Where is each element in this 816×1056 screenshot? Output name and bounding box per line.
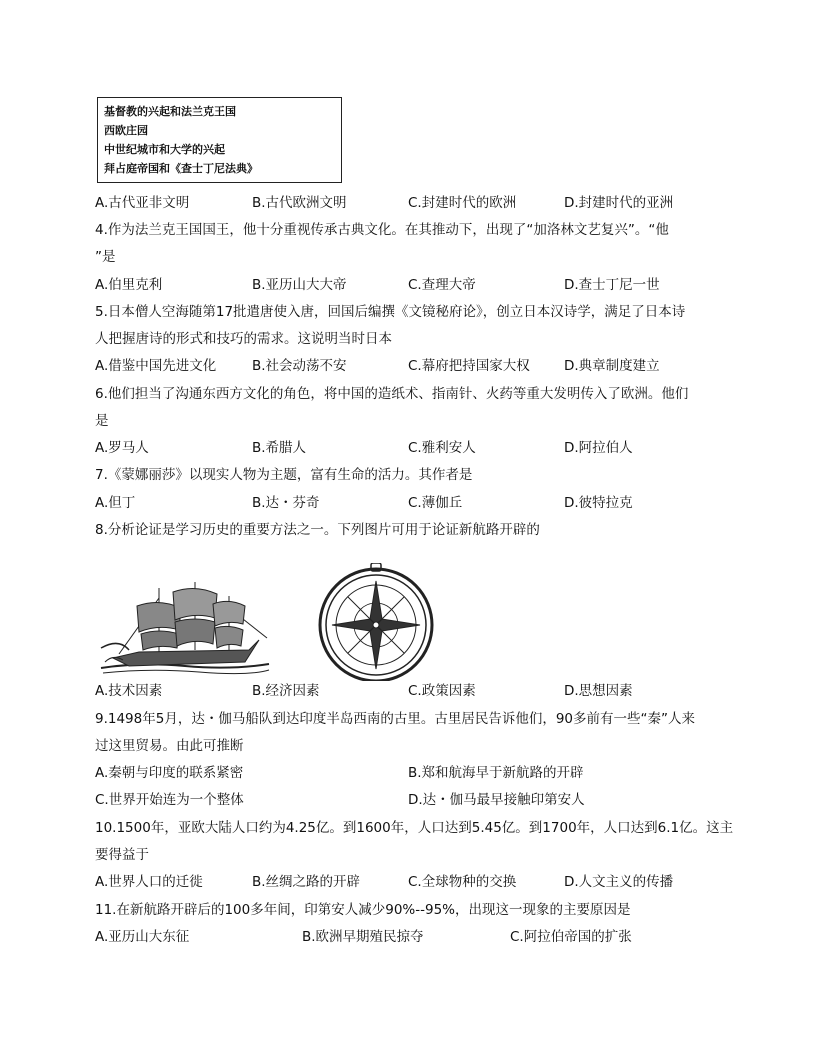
q9-option-a: A.秦朝与印度的联系紧密 bbox=[95, 765, 244, 781]
q9-option-c: C.世界开始连为一个整体 bbox=[95, 792, 244, 808]
q3-option-a: A.古代亚非文明 bbox=[95, 195, 190, 211]
material-line: 拜占庭帝国和《查士丁尼法典》 bbox=[104, 162, 258, 175]
q6-stem-line2: 是 bbox=[95, 413, 109, 429]
q6-option-b: B.希腊人 bbox=[252, 440, 307, 456]
q10-option-c: C.全球物种的交换 bbox=[408, 874, 517, 890]
q4-option-a: A.伯里克利 bbox=[95, 277, 163, 293]
q8-option-b: B.经济因素 bbox=[252, 683, 320, 699]
q7-option-c: C.薄伽丘 bbox=[408, 495, 463, 511]
q11-option-a: A.亚历山大东征 bbox=[95, 929, 190, 945]
material-line: 基督教的兴起和法兰克王国 bbox=[104, 105, 236, 118]
q6-option-a: A.罗马人 bbox=[95, 440, 149, 456]
q10-option-a: A.世界人口的迁徙 bbox=[95, 874, 203, 890]
q10-option-d: D.人文主义的传播 bbox=[564, 874, 674, 890]
material-box bbox=[97, 97, 342, 183]
q5-option-d: D.典章制度建立 bbox=[564, 358, 660, 374]
q9-stem-line2: 过这里贸易。由此可推断 bbox=[95, 738, 244, 754]
q11-option-b: B.欧洲早期殖民掠夺 bbox=[302, 929, 424, 945]
q8-stem-line1: 8.分析论证是学习历史的重要方法之一。下列图片可用于论证新航路开辟的 bbox=[95, 522, 540, 538]
q10-option-b: B.丝绸之路的开辟 bbox=[252, 874, 361, 890]
q3-option-d: D.封建时代的亚洲 bbox=[564, 195, 674, 211]
compass-illustration bbox=[308, 563, 444, 681]
q8-option-a: A.技术因素 bbox=[95, 683, 163, 699]
q4-option-b: B.亚历山大大帝 bbox=[252, 277, 347, 293]
q5-stem-line2: 人把握唐诗的形式和技巧的需求。这说明当时日本 bbox=[95, 331, 392, 347]
q6-stem-line1: 6.他们担当了沟通东西方文化的角色，将中国的造纸术、指南针、火药等重大发明传入了欧洲。他们 bbox=[95, 386, 689, 402]
q7-option-d: D.彼特拉克 bbox=[564, 495, 633, 511]
q6-option-d: D.阿拉伯人 bbox=[564, 440, 633, 456]
q9-stem-line1: 9.1498年5月，达・伽马船队到达印度半岛西南的古里。古里居民告诉他们，90多前有一些“秦”人来 bbox=[95, 711, 695, 727]
q5-stem-line1: 5.日本僧人空海随第17批遣唐使入唐，回国后编撰《文镜秘府论》，创立日本汉诗学，满足了日本诗 bbox=[95, 304, 686, 320]
q8-option-c: C.政策因素 bbox=[408, 683, 476, 699]
q5-option-c: C.幕府把持国家大权 bbox=[408, 358, 530, 374]
q10-stem-line2: 要得益于 bbox=[95, 847, 149, 863]
q5-option-a: A.借鉴中国先进文化 bbox=[95, 358, 217, 374]
q4-stem-line1: 4.作为法兰克王国国王，他十分重视传承古典文化。在其推动下，出现了“加洛林文艺复兴”。“他 bbox=[95, 222, 669, 238]
q4-stem-line2: ”是 bbox=[95, 249, 116, 265]
q8-option-d: D.思想因素 bbox=[564, 683, 633, 699]
q4-option-c: C.查理大帝 bbox=[408, 277, 476, 293]
q9-option-b: B.郑和航海早于新航路的开辟 bbox=[408, 765, 584, 781]
q7-option-a: A.但丁 bbox=[95, 495, 136, 511]
q3-option-b: B.古代欧洲文明 bbox=[252, 195, 347, 211]
material-line: 西欧庄园 bbox=[104, 124, 148, 137]
q11-option-c: C.阿拉伯帝国的扩张 bbox=[510, 929, 632, 945]
q11-stem-line1: 11.在新航路开辟后的100多年间，印第安人减少90%--95%，出现这一现象的主要原因是 bbox=[95, 902, 631, 918]
q9-option-d: D.达・伽马最早接触印第安人 bbox=[408, 792, 585, 808]
q7-stem-line1: 7.《蒙娜丽莎》以现实人物为主题，富有生命的活力。其作者是 bbox=[95, 467, 473, 483]
q4-option-d: D.查士丁尼一世 bbox=[564, 277, 660, 293]
q6-option-c: C.雅利安人 bbox=[408, 440, 476, 456]
sailing-ship-illustration bbox=[99, 578, 271, 676]
q7-option-b: B.达・芬奇 bbox=[252, 495, 320, 511]
q5-option-b: B.社会动荡不安 bbox=[252, 358, 347, 374]
q10-stem-line1: 10.1500年，亚欧大陆人口约为4.25亿。到1600年，人口达到5.45亿。到1700年，人口达到6.1亿。这主 bbox=[95, 820, 734, 836]
material-line: 中世纪城市和大学的兴起 bbox=[104, 143, 225, 156]
q3-option-c: C.封建时代的欧洲 bbox=[408, 195, 517, 211]
